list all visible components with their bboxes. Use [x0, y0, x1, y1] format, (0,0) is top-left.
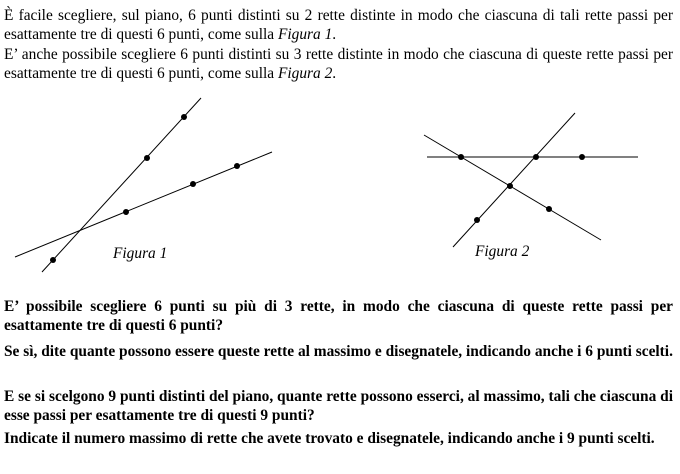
figure-1-point: [50, 257, 56, 263]
figure-1-point: [144, 155, 150, 161]
intro-paragraph-1: È facile scegliere, sul piano, 6 punti distinti su 2 rette distinte in modo che ciascuna di tali rette passi per esattamente tre di questi 6 punti, come sulla Figura 1.: [4, 7, 673, 43]
figure-2-reference: Figura 2: [277, 65, 333, 82]
question-1: E’ possibile scegliere 6 punti su più di 3 rette, in modo che ciascuna di queste rette passi per esattamente tre di questi 6 punti?: [4, 298, 673, 334]
question-2: Se sì, dite quante possono essere queste rette al massimo e disegnatele, indicando anche i 6 punti scelti.: [4, 343, 673, 360]
figure-2-point: [507, 183, 513, 189]
figure-1-point: [234, 163, 240, 169]
figure-2-point: [579, 154, 585, 160]
question-3: E se si scelgono 9 punti distinti del piano, quante rette possono esserci, al massimo, tali che ciascuna di esse passi per esattamente tre di questi 9 punti?: [4, 388, 673, 424]
figure-2-point: [474, 217, 480, 223]
figure-1-point: [190, 181, 196, 187]
figure-2-line-rising: [453, 113, 575, 247]
figure-1-point: [123, 209, 129, 215]
question-4: Indicate il numero massimo di rette che avete trovato e disegnatele, indicando anche i 9 punti scelti.: [4, 430, 655, 447]
figure-1-reference: Figura 1: [277, 26, 333, 43]
figure-2-caption: Figura 2: [475, 243, 530, 260]
figure-1-caption: Figura 1: [113, 245, 168, 262]
figure-2-point: [533, 154, 539, 160]
figure-1-line-b: [15, 152, 272, 257]
intro-paragraph-2: E’ anche possibile scegliere 6 punti distinti su 3 rette distinte in modo che ciascuna di queste rette passi per esattamente tre di questi 6 punti, come sulla Figura 2.: [4, 46, 673, 82]
figure-2-point: [458, 154, 464, 160]
figure-1-point: [181, 114, 187, 120]
figure-2: [424, 113, 638, 247]
figure-2-point: [546, 206, 552, 212]
